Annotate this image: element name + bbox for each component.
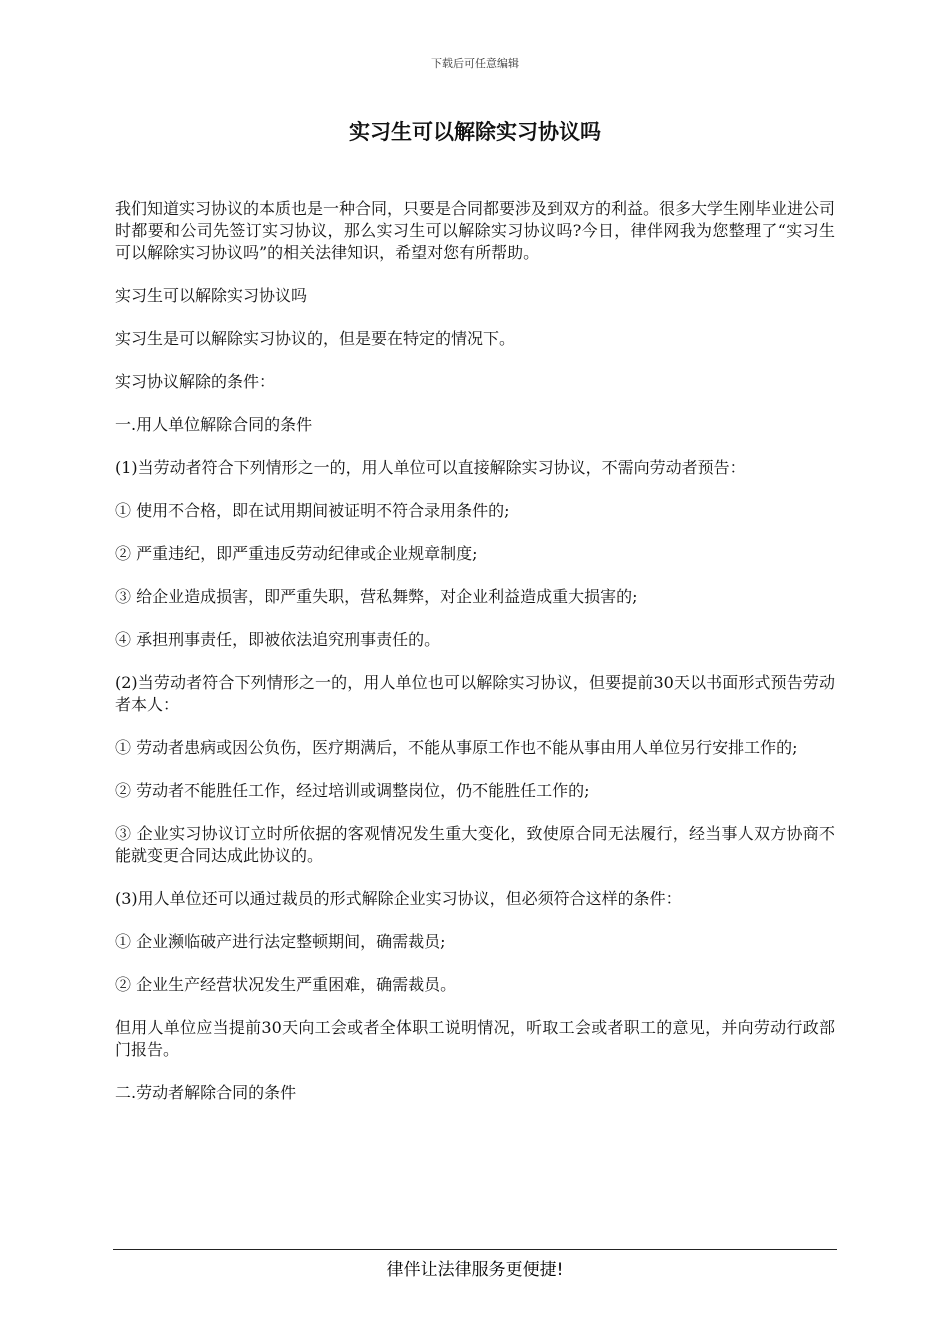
section-heading-employee: 二.劳动者解除合同的条件 — [115, 1083, 297, 1102]
footer-slogan: 律伴让法律服务更便捷! — [386, 1260, 564, 1280]
list-item: ① 企业濒临破产进行法定整顿期间，确需裁员; — [115, 932, 446, 951]
paragraph-intro: 我们知道实习协议的本质也是一种合同，只要是合同都要涉及到双方的利益。很多大学生刚毕业进公司时都要和公司先签订实习协议，那么实习生可以解除实习协议吗?今日，律伴网我为您整理了“实习生可以解除实习协议吗”的相关法律知识，希望对您有所帮助。 — [115, 199, 836, 262]
document-body — [115, 198, 835, 1125]
header-note: 下载后可任意编辑 — [431, 57, 519, 70]
paragraph-clause-3: (3)用人单位还可以通过裁员的形式解除企业实习协议，但必须符合这样的条件： — [115, 889, 682, 908]
list-item: ③ 给企业造成损害，即严重失职，营私舞弊，对企业利益造成重大损害的; — [115, 587, 638, 606]
list-item: ① 使用不合格，即在试用期间被证明不符合录用条件的; — [115, 501, 510, 520]
list-item: ④ 承担刑事责任，即被依法追究刑事责任的。 — [115, 630, 441, 649]
section-heading-employer: 一.用人单位解除合同的条件 — [115, 415, 313, 434]
paragraph-conditions-heading: 实习协议解除的条件： — [115, 372, 276, 391]
list-item: ② 企业生产经营状况发生严重困难，确需裁员。 — [115, 975, 457, 994]
paragraph-clause-2: (2)当劳动者符合下列情形之一的，用人单位也可以解除实习协议，但要提前30天以书面形式预告劳动者本人： — [115, 673, 835, 714]
list-item: ③ 企业实习协议订立时所依据的客观情况发生重大变化，致使原合同无法履行，经当事人双方协商不能就变更合同达成此协议的。 — [115, 824, 835, 865]
list-item: ② 严重违纪，即严重违反劳动纪律或企业规章制度; — [115, 544, 478, 563]
paragraph-question: 实习生可以解除实习协议吗 — [115, 286, 308, 305]
paragraph-clause-1: (1)当劳动者符合下列情形之一的，用人单位可以直接解除实习协议，不需向劳动者预告： — [115, 458, 746, 477]
footer-divider — [113, 1249, 837, 1250]
list-item: ② 劳动者不能胜任工作，经过培训或调整岗位，仍不能胜任工作的; — [115, 781, 590, 800]
paragraph-answer: 实习生是可以解除实习协议的，但是要在特定的情况下。 — [115, 329, 516, 348]
list-item: ① 劳动者患病或因公负伤，医疗期满后，不能从事原工作也不能从事由用人单位另行安排工作的; — [115, 738, 798, 757]
paragraph-notice: 但用人单位应当提前30天向工会或者全体职工说明情况，听取工会或者职工的意见，并向劳动行政部门报告。 — [115, 1018, 835, 1059]
document-title: 实习生可以解除实习协议吗 — [349, 120, 601, 144]
